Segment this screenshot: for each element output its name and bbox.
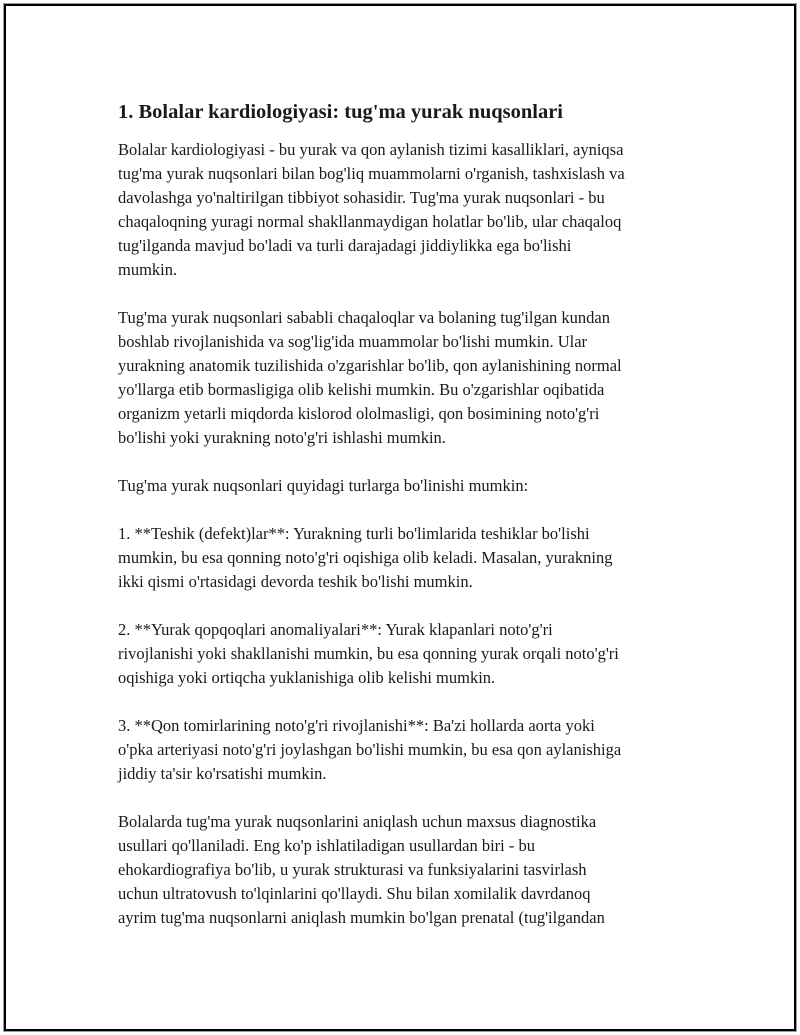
paragraph-intro: Bolalar kardiologiyasi - bu yurak va qon aylanish tizimi kasalliklari, ayniqsa tug'ma yurak nuqsonlari bilan bog'liq muammolarni o'rganish, tashxislash va davolashga yo'naltirilgan tibbiyot sohasidir. Tug'ma yurak nuqsonlari - bu chaqaloqning yuragi normal shakllanmaydigan holatlar bo'lib, ular chaqaloq tug'ilganda mavjud bo'ladi va turli darajadagi jiddiylikka ega bo'lishi mumkin. bbox=[118, 140, 625, 279]
list-item-vessel-development: 3. **Qon tomirlarining noto'g'ri rivojlanishi**: Ba'zi hollarda aorta yoki o'pka arteriyasi noto'g'ri joylashgan bo'lishi mumkin, bu esa qon aylanishiga jiddiy ta'sir ko'rsatishi mumkin. bbox=[118, 716, 622, 783]
paragraph-diagnostics: Bolalarda tug'ma yurak nuqsonlarini aniqlash uchun maxsus diagnostika usullari qo'llaniladi. Eng ko'p ishlatiladigan usullardan biri - bu ehokardiografiya bo'lib, u yurak strukturasi va funksiyalarini tasvirlash uchun ultratovush to'lqinlarini qo'llaydi. Shu bilan xomilalik davrdanoq ayrim tug'ma nuqsonlarni aniqlash mumkin bo'lgan prenatal (tug'ilgandan bbox=[118, 812, 605, 927]
paragraph-types-intro: Tug'ma yurak nuqsonlari quyidagi turlarga bo'linishi mumkin: bbox=[118, 476, 529, 495]
list-item-defects: 1. **Teshik (defekt)lar**: Yurakning turli bo'limlarida teshiklar bo'lishi mumkin, bu esa qonning noto'g'ri oqishiga olib keladi. Masalan, yurakning ikki qismi o'rtasidagi devorda teshik bo'lishi mumkin. bbox=[118, 524, 613, 591]
paragraph-consequences: Tug'ma yurak nuqsonlari sababli chaqaloqlar va bolaning tug'ilgan kundan boshlab rivojlanishida va sog'lig'ida muammolar bo'lishi mumkin. Ular yurakning anatomik tuzilishida o'zgarishlar bo'lib, qon aylanishining normal yo'llarga etib bormasligiga olib kelishi mumkin. Bu o'zgarishlar oqibatida organizm yetarli miqdorda kislorod ololmasligi, qon bosimining noto'g'ri bo'lishi yoki yurakning noto'g'ri ishlashi mumkin. bbox=[118, 308, 622, 447]
document-body bbox=[118, 98, 698, 954]
list-item-valve-anomalies: 2. **Yurak qopqoqlari anomaliyalari**: Yurak klapanlari noto'g'ri rivojlanishi yoki shakllanishi mumkin, bu esa qonning yurak orqali noto'g'ri oqishiga yoki ortiqcha yuklanishiga olib kelishi mumkin. bbox=[118, 620, 619, 687]
document-page bbox=[4, 4, 796, 1031]
section-title: 1. Bolalar kardiologiyasi: tug'ma yurak nuqsonlari bbox=[118, 101, 564, 123]
